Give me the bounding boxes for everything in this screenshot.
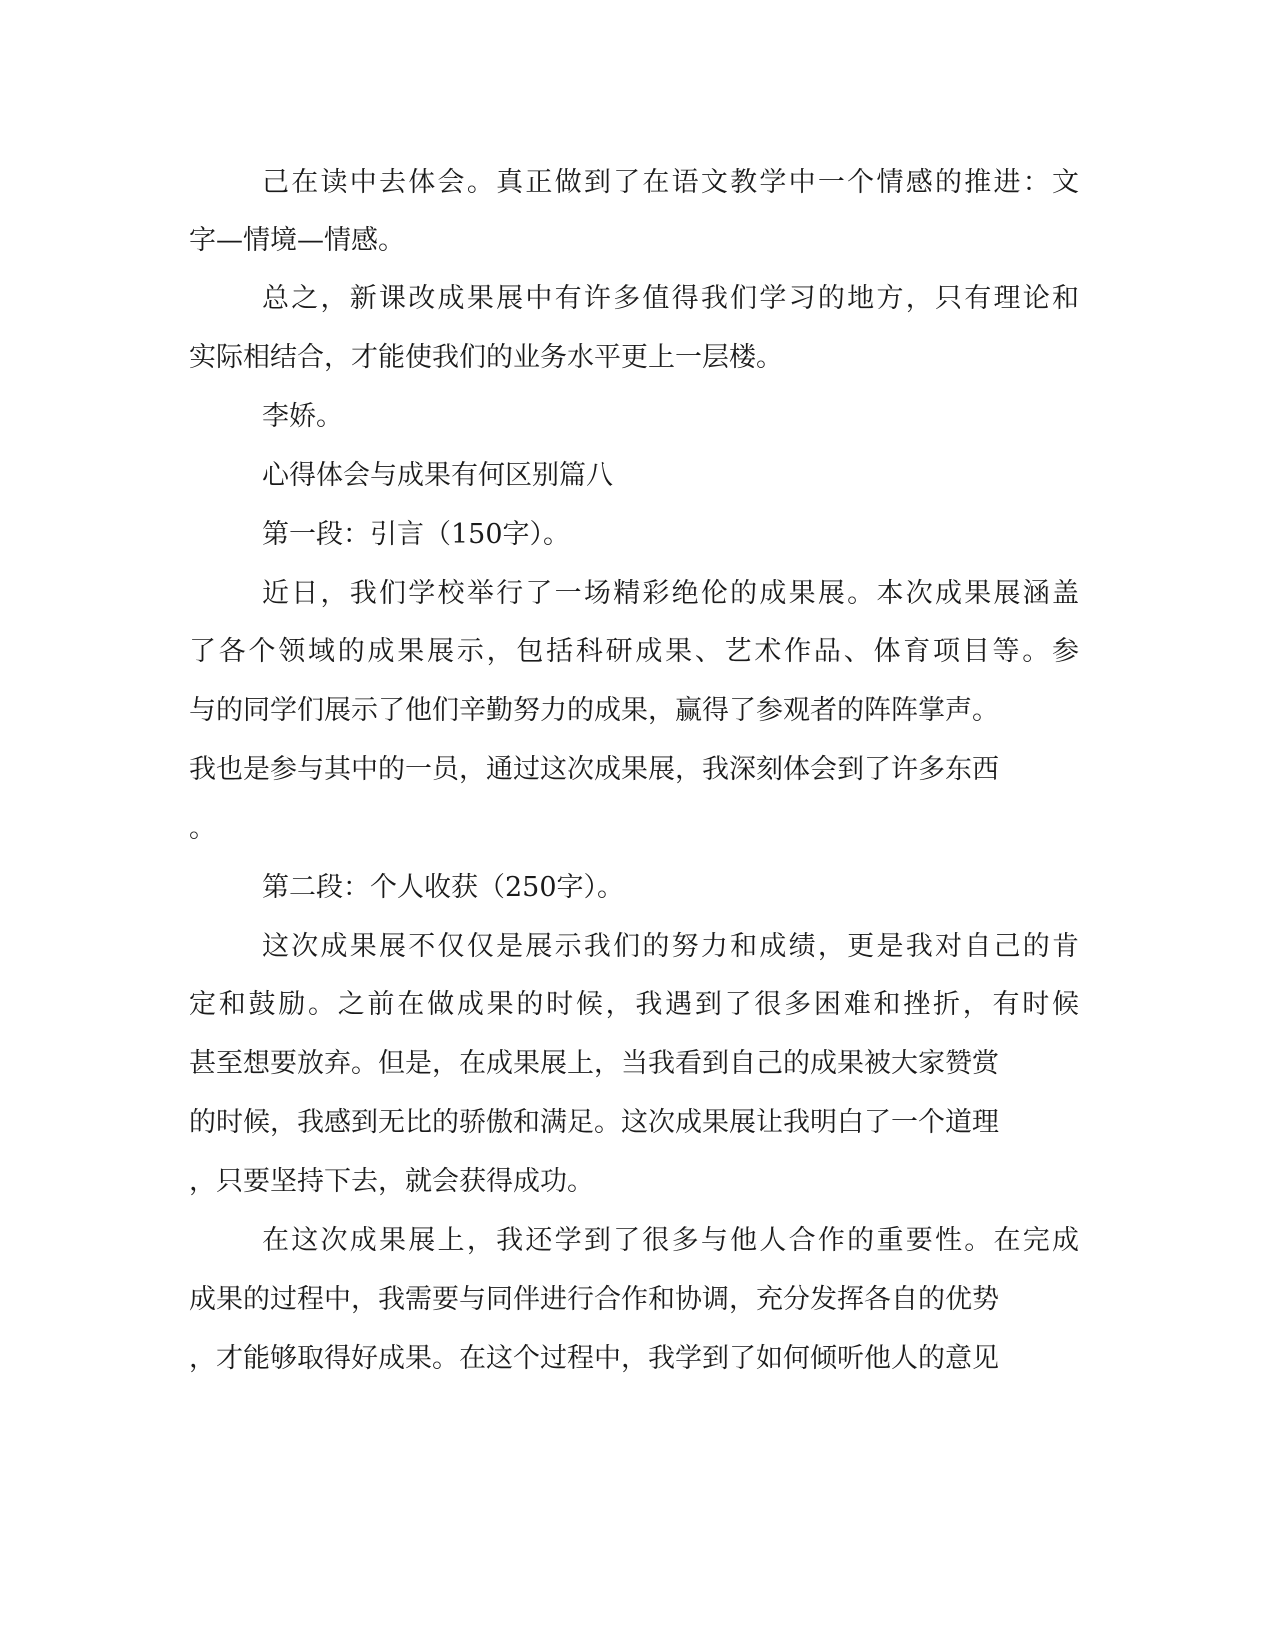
text-line: 这次成果展不仅仅是展示我们的努力和成绩，更是我对自己的肯: [262, 931, 1079, 962]
text-line: 甚至想要放弃。但是，在成果展上，当我看到自己的成果被大家赞赏: [189, 1048, 999, 1079]
text-line: 成果的过程中，我需要与同伴进行合作和协调，充分发挥各自的优势: [189, 1284, 999, 1315]
text-line: 己在读中去体会。真正做到了在语文教学中一个情感的推进：文: [262, 167, 1079, 198]
text-line: 的时候，我感到无比的骄傲和满足。这次成果展让我明白了一个道理: [189, 1107, 999, 1138]
section-heading: 第一段：引言（150字）。: [262, 519, 571, 550]
text-line: 我也是参与其中的一员，通过这次成果展，我深刻体会到了许多东西: [189, 754, 999, 785]
section-title: 心得体会与成果有何区别篇八: [262, 460, 613, 491]
text-line: 总之，新课改成果展中有许多值得我们学习的地方，只有理论和: [262, 283, 1079, 314]
text-line: 字—情境—情感。: [189, 225, 405, 256]
section-heading: 第二段：个人收获（250字）。: [262, 872, 625, 903]
text-line: 与的同学们展示了他们辛勤努力的成果，赢得了参观者的阵阵掌声。: [189, 695, 999, 726]
signature-line: 李娇。: [262, 401, 343, 432]
text-line: 近日，我们学校举行了一场精彩绝伦的成果展。本次成果展涵盖: [262, 578, 1079, 609]
text-line: 实际相结合，才能使我们的业务水平更上一层楼。: [189, 342, 783, 373]
text-line: 定和鼓励。之前在做成果的时候，我遇到了很多困难和挫折，有时候: [189, 989, 1079, 1020]
text-line: ，才能够取得好成果。在这个过程中，我学到了如何倾听他人的意见: [189, 1343, 999, 1374]
text-line: 了各个领域的成果展示，包括科研成果、艺术作品、体育项目等。参: [189, 636, 1079, 667]
text-line: 。: [189, 813, 216, 844]
text-line: ，只要坚持下去，就会获得成功。: [189, 1166, 594, 1197]
text-line: 在这次成果展上，我还学到了很多与他人合作的重要性。在完成: [262, 1225, 1079, 1256]
